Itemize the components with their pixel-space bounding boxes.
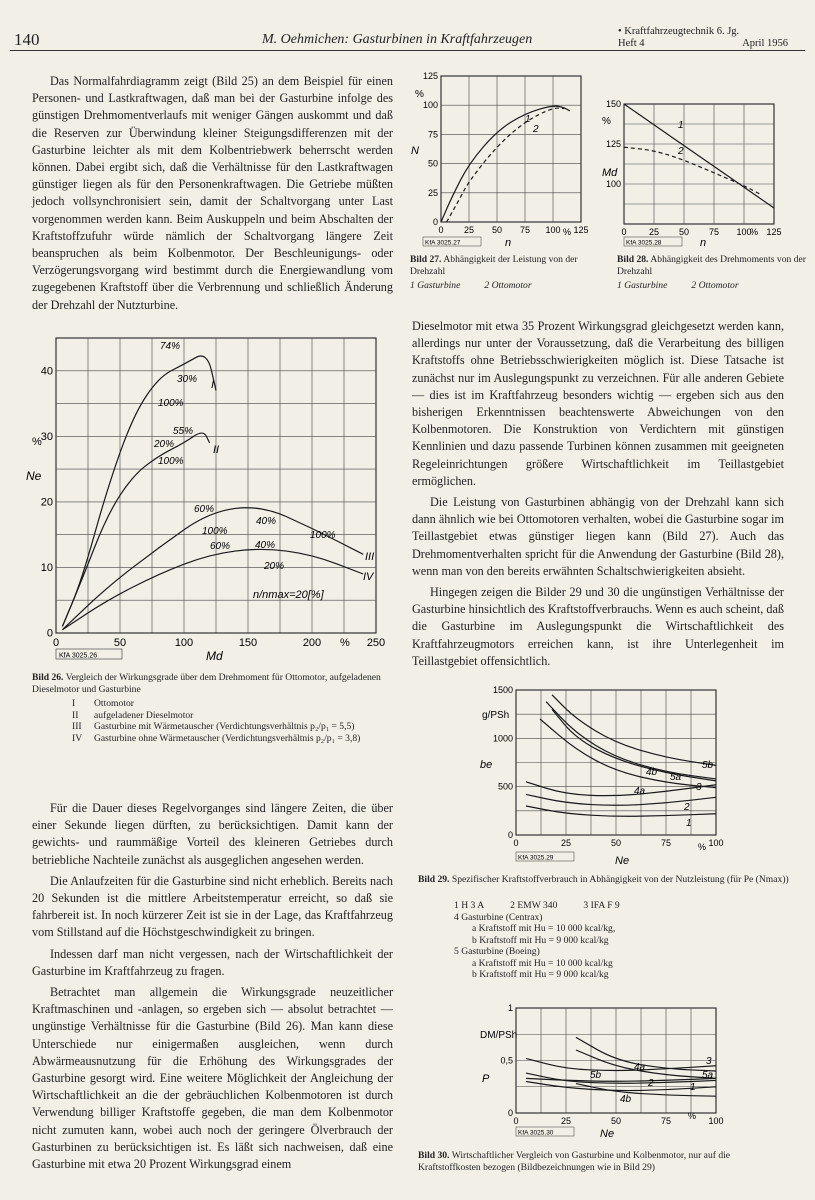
figure-28-chart (600, 96, 790, 251)
legend-item: III Gasturbine mit Wärmetauscher (Verdichtungsverhältnis p₂/p₁ = 5,5) (72, 721, 355, 732)
legend-item: a Kraftstoff mit Hu = 10 000 kcal/kg, (472, 923, 616, 934)
figure-28-caption: Bild 28. Abhängigkeit des Drehmoments von der Drehzahl 1 Gasturbine 2 Ottomotor (617, 254, 806, 291)
curve-label: 40% (256, 516, 277, 527)
figure-26-note: n/nmax=20[%] (253, 589, 324, 601)
curve-label: 55% (173, 426, 194, 437)
y-axis-label: N (411, 145, 419, 157)
legend-item: b Kraftstoff mit Hu = 9 000 kcal/kg (472, 934, 609, 946)
series-line-1 (441, 106, 570, 222)
y-axis-label: Md (602, 167, 618, 179)
caption-text: Vergleich der Wirkungsgrade über dem Drehmoment für Ottomotor, aufgeladenen Dieselmotor und Gasturbine (32, 672, 381, 695)
x-unit: % (688, 1111, 697, 1121)
y-tick-label: 1 (507, 1003, 513, 1013)
x-tick-label: 100 (545, 225, 561, 235)
figure-30-chart (470, 1000, 730, 1142)
curve-label: 5a (670, 772, 682, 783)
curve-label: 1 (690, 1082, 696, 1093)
curve-label: 74% (160, 341, 181, 352)
curve-label: 1 (525, 114, 531, 125)
curve-label: 100% (158, 456, 184, 467)
y-tick-label: 20 (40, 496, 53, 509)
paragraph: Betrachtet man allgemein die Wirkungsgrade neuzeitlicher Kraftmaschinen und -anlagen, so ergeben sich — absolut betrachtet — ungünstige Verhältnisse für die Gasturbine (Bild 26). Man kann diese Unterschiede nur einigermaßen ausgleichen, wenn durch Abwärmeausnutzung für die Erhöhung des Wirkungsgrades der Gasturbine gesorgt wird. Eine weitere Möglichkeit der Angleichung der Wirtschaftlichkeit an die der gebräuchlichen Kolbenmotoren ist durch Verwendung billiger Kraftstoffe gegeben, die man dem Kolbenmotor nicht zumuten kann, wobei auch noch der geringere Ölverbrauch der Gasturbinen zu berücksichtigen ist. Es läßt sich nachweisen, daß eine Gasturbine mit etwa 20 Prozent Wirkungsgrad einem (32, 985, 393, 1172)
x-axis-label: Ne (600, 1128, 615, 1140)
curve-label: 3 (696, 782, 702, 793)
x-tick-label: 50 (610, 1116, 622, 1126)
legend-item: 2 EMW 340 (510, 900, 558, 911)
x-unit: % (750, 227, 759, 237)
x-tick-label: 100 (174, 637, 194, 649)
x-tick-label: 25 (648, 227, 660, 237)
legend-item: I Ottomotor (72, 698, 134, 709)
x-axis-label: n (505, 237, 512, 249)
figure-27-chart (405, 70, 595, 250)
header-rule (10, 50, 805, 51)
y-tick-label: 0 (432, 217, 438, 227)
page-number: 140 (14, 30, 40, 49)
curve-label: 5a (702, 1070, 714, 1081)
x-tick-label: 125 (573, 225, 589, 235)
curve-label: 1 (686, 818, 692, 829)
left-column-top (32, 73, 393, 314)
y-tick-label: 50 (427, 158, 438, 169)
paragraph: Die Leistung von Gasturbinen abhängig von der Drehzahl kann sich dann ähnlich wie bei Ottomotoren verhalten, wobei die Gasturbine sogar im Teillastgebiet etwas günstiger liegen kann (Bild 27). Auch das Drehmomentverhalten spricht für die Anwendung der Gasturbine (Bild 28), wenn man von den bereits erwähnten Schaltschwierigkeiten absieht. (412, 495, 784, 578)
curve-label: 60% (194, 504, 215, 515)
series-line-2 (624, 147, 762, 195)
y-unit: % (32, 436, 42, 448)
x-tick-label: 0 (513, 838, 519, 848)
x-tick-label: 0 (621, 227, 627, 237)
paragraph: Das Normalfahrdiagramm zeigt (Bild 25) an dem Beispiel für einen Personen- und Lastkraftwagen, daß man bei der Gasturbine infolge des günstigen Drehmomentverlaufs mit weniger Gängen auskommt und daß die Reserven zur Überwindung kleiner Steigungsdifferenzen mit der Gasturbine leichter als mit dem Kolbentriebwerk beherrscht werden können. Dabei ergibt sich, daß die Verhältnisse für den Lastkraftwagen günstiger liegen als für den Personenkraftwagen. Die Getriebe müßten jedoch vollsynchronisiert sein, damit der Schaltvorgang unter Last vorgenommen werden kann. Beim Auskuppeln und beim Abschalten der Kraftstoffzufuhr würde nämlich der Schaltvorgang längere Zeit beanspruchen als beim Kolbenmotor. Der Beschleunigungs- oder Verzögerungsvorgang wird bestimmt durch die Energiewandlung vom zugegebenen Kraftstoff über die Verbrennung und schließlich Änderung der Drehzahl der Nutzturbine. (32, 74, 393, 312)
paragraph: Dieselmotor mit etwa 35 Prozent Wirkungsgrad gleichgesetzt werden kann, allerdings nur unter der Voraussetzung, daß die Verarbeitung des billigen Kraftstoffs ohne Betriebsschwierigkeiten möglich ist. Diese Tatsache ist zunächst nur im Auslegungspunkt zu verzeichnen. Für alle anderen Gebiete — dies ist im Kraftfahrzeug besonders wichtig — ergeben sich aus den bisherigen Erkenntnissen beachtenswerte Abweichungen von den Kolbenmotoren. Die Konstruktion von Verdichtern mit günstigen Kennlinien und dazu passende Turbinen können zusammen mit geeigneten Regeleinrichtungen größere Wirtschaftlichkeit im Teillastgebiet ermöglichen. (412, 319, 784, 488)
curve-label: 20% (154, 439, 175, 450)
figure-27-caption: Bild 27. Abhängigkeit der Leistung von der Drehzahl 1 Gasturbine 2 Ottomotor (410, 254, 578, 291)
right-column (412, 318, 784, 670)
left-column-bottom (32, 800, 393, 1173)
running-title: M. Oehmichen: Gasturbinen in Kraftfahrzeugen (262, 32, 533, 47)
series-line-5a (552, 709, 716, 781)
x-tick-label: 100 (708, 1116, 724, 1126)
y-tick-label: 0 (507, 830, 513, 840)
series-line-1 (624, 104, 774, 208)
journal-line-2: Heft 4 (618, 38, 645, 49)
y-tick-label: 0 (46, 627, 53, 640)
figure-26-legend (72, 698, 394, 744)
curve-label: 4b (620, 1094, 632, 1105)
x-tick-label: 0 (52, 637, 60, 649)
curve-label: 100% (310, 530, 336, 541)
figure-29-legend (454, 900, 774, 981)
y-tick-label: 150 (605, 99, 621, 109)
curve-label: 60% (210, 541, 231, 552)
figure-26-grid (56, 338, 376, 633)
x-unit: % (698, 842, 707, 852)
x-tick-label: 200 (302, 637, 322, 649)
x-tick-label: 100 (736, 227, 752, 237)
y-tick-label: 1000 (492, 733, 513, 744)
legend-item: IV Gasturbine ohne Wärmetauscher (Verdichtungsverhältnis p₂/p₁ = 3,8) (72, 732, 361, 744)
caption-label: Bild 26. (32, 672, 64, 683)
legend-item: 1 Gasturbine (617, 280, 668, 291)
curve-label: 2 (648, 1078, 654, 1089)
curve-label: 3 (706, 1056, 712, 1067)
figure-26-chart (20, 330, 400, 665)
series-line-4a (576, 1037, 716, 1071)
x-tick-label: 75 (519, 225, 531, 235)
curve-label: 2 (684, 802, 690, 813)
journal-info (618, 26, 808, 50)
figure-code: KfA 3025.26 (59, 652, 98, 660)
curve-label: 5b (702, 760, 714, 771)
curve-label: 2 (678, 146, 684, 157)
series-line-I (62, 356, 216, 626)
y-tick-label: 1500 (492, 685, 513, 695)
curve-label: 5b (590, 1070, 602, 1081)
legend-item: 3 IFA F 9 (583, 900, 620, 911)
legend-item: a Kraftstoff mit Hu = 10 000 kcal/kg (472, 957, 613, 969)
y-axis-label: P (482, 1073, 490, 1085)
x-tick-label: 25 (560, 1116, 572, 1126)
x-tick-label: 0 (513, 1116, 519, 1126)
paragraph: Für die Dauer dieses Regelvorganges sind längere Zeiten, die über einer Sekunde liegen dürften, zu berücksichtigen. Damit kann der gewichts- und raummäßige Vorteil des kleineren Getriebes durch betriebliche Nachteile zunächst als ausgeglichen angesehen werden. (32, 801, 393, 867)
curve-label: 4a (634, 1062, 646, 1073)
legend-item: b Kraftstoff mit Hu = 9 000 kcal/kg (472, 969, 609, 980)
y-tick-label: 40 (40, 365, 53, 378)
legend-item: 2 Ottomotor (484, 280, 532, 291)
legend-item: 5 Gasturbine (Boeing) (454, 946, 540, 957)
x-tick-label: 100 (708, 838, 724, 848)
figure-29-caption: Bild 29. Spezifischer Kraftstoffverbrauch in Abhängigkeit von der Nutzleistung (für Pe (Nmax)) (418, 874, 789, 885)
y-tick-label: 100 (422, 100, 438, 111)
x-unit: % (563, 227, 572, 237)
journal-issue (618, 38, 788, 50)
paragraph: Hingegen zeigen die Bilder 29 und 30 die ungünstigen Verhältnisse der Gasturbine hinsichtlich des Kraftstoffverbrauchs. Wenn es auch scheint, daß die Gasturbine im Auslegungspunkt die Wirtschaftlichkeit des Kraftfahrzeugmotors erreichen kann, ist ihre Unterlegenheit im Teillastgebiet offensichtlich. (412, 585, 784, 668)
figure-code: KfA 3025.27 (425, 239, 461, 247)
series-line-II (62, 433, 209, 626)
curve-label: 20% (264, 561, 285, 572)
x-tick-label: 50 (113, 637, 127, 649)
x-tick-label: 25 (560, 838, 572, 848)
y-unit: % (602, 116, 611, 127)
figure-code: KfA 3025.28 (626, 239, 662, 247)
y-tick-label: 30 (40, 431, 53, 443)
journal-line-1: • Kraftfahrzeugtechnik 6. Jg. (618, 26, 740, 37)
y-tick-label: 500 (497, 781, 513, 792)
y-tick-label: 125 (605, 139, 621, 149)
series-line-2 (447, 108, 565, 222)
y-axis-label: Ne (26, 469, 42, 483)
legend-item: II aufgeladener Dieselmotor (72, 709, 194, 721)
curve-label: II (213, 444, 220, 456)
legend-item: 2 Ottomotor (691, 280, 739, 291)
y-tick-label: 10 (40, 562, 53, 575)
x-tick-label: 150 (238, 637, 258, 649)
x-tick-label: 75 (708, 227, 720, 237)
x-axis-label: n (700, 237, 707, 249)
curve-label: 100% (158, 398, 184, 409)
y-unit: g/PSh (482, 710, 510, 721)
figure-26-caption (32, 672, 394, 696)
curve-label: 1 (678, 120, 684, 131)
legend-item: 4 Gasturbine (Centrax) (454, 911, 543, 923)
x-axis-label: Ne (615, 855, 630, 867)
y-unit: DM/PSh (480, 1030, 518, 1041)
y-tick-label: 0,5 (500, 1055, 513, 1066)
legend-item: 1 Gasturbine (410, 280, 461, 291)
curve-label: I (211, 379, 215, 391)
curve-label: IV (363, 571, 374, 583)
figure-29-chart (470, 680, 730, 870)
curve-label: 2 (533, 124, 539, 135)
curve-label: 40% (255, 540, 276, 551)
x-tick-label: 0 (438, 225, 444, 235)
y-unit: % (415, 89, 424, 100)
curve-label: 4b (646, 767, 658, 778)
journal-line-3: April 1956 (742, 38, 788, 49)
series-line-3 (526, 782, 716, 796)
curve-label: 4a (634, 786, 646, 797)
x-tick-label: 75 (660, 838, 672, 848)
y-tick-label: 100 (605, 179, 621, 189)
y-tick-label: 25 (427, 187, 438, 198)
x-tick-label: 50 (610, 838, 622, 848)
y-tick-label: 0 (507, 1108, 513, 1118)
paragraph: Indessen darf man nicht vergessen, nach der Wirtschaftlichkeit der Gasturbine im Kraftfahrzeug zu fragen. (32, 946, 393, 978)
y-tick-label: 125 (422, 71, 438, 81)
paragraph: Die Anlaufzeiten für die Gasturbine sind nicht erheblich. Bereits nach 20 Sekunden ist die mittlere Arbeitstemperatur erreicht, so daß sie fahrbereit ist. In noch kürzerer Zeit ist sie in der Lage, das Kraftfahrzeug vom Stillstand auf die Höchstgeschwindigkeit zu bringen. (32, 873, 393, 940)
x-axis-label: Md (206, 649, 223, 663)
x-tick-label: 75 (660, 1116, 672, 1126)
x-tick-label: 250 (366, 637, 386, 649)
legend-item: 1 H 3 A (454, 900, 485, 911)
y-tick-label: 75 (427, 129, 438, 140)
series-line-5b (552, 695, 716, 766)
plot-frame (441, 76, 581, 222)
y-axis-label: be (480, 759, 493, 771)
curve-label: 100% (202, 526, 228, 537)
x-tick-label: 50 (491, 225, 503, 235)
figure-30-caption: Bild 30. Wirtschaftlicher Vergleich von Gasturbine und Kolbenmotor, nur auf die Kraftstoffkosten bezogen (Bildbezeichnungen wie in Bild 29) (418, 1150, 731, 1173)
curve-label: III (365, 551, 375, 563)
x-tick-label: 25 (463, 225, 475, 235)
figure-code: KfA 3025.30 (518, 1129, 554, 1137)
x-tick-label: 50 (678, 227, 690, 237)
x-tick-label: 125 (766, 227, 782, 237)
figure-code: KfA 3025.29 (518, 854, 554, 862)
x-unit: % (340, 637, 350, 649)
curve-label: 30% (177, 374, 198, 385)
